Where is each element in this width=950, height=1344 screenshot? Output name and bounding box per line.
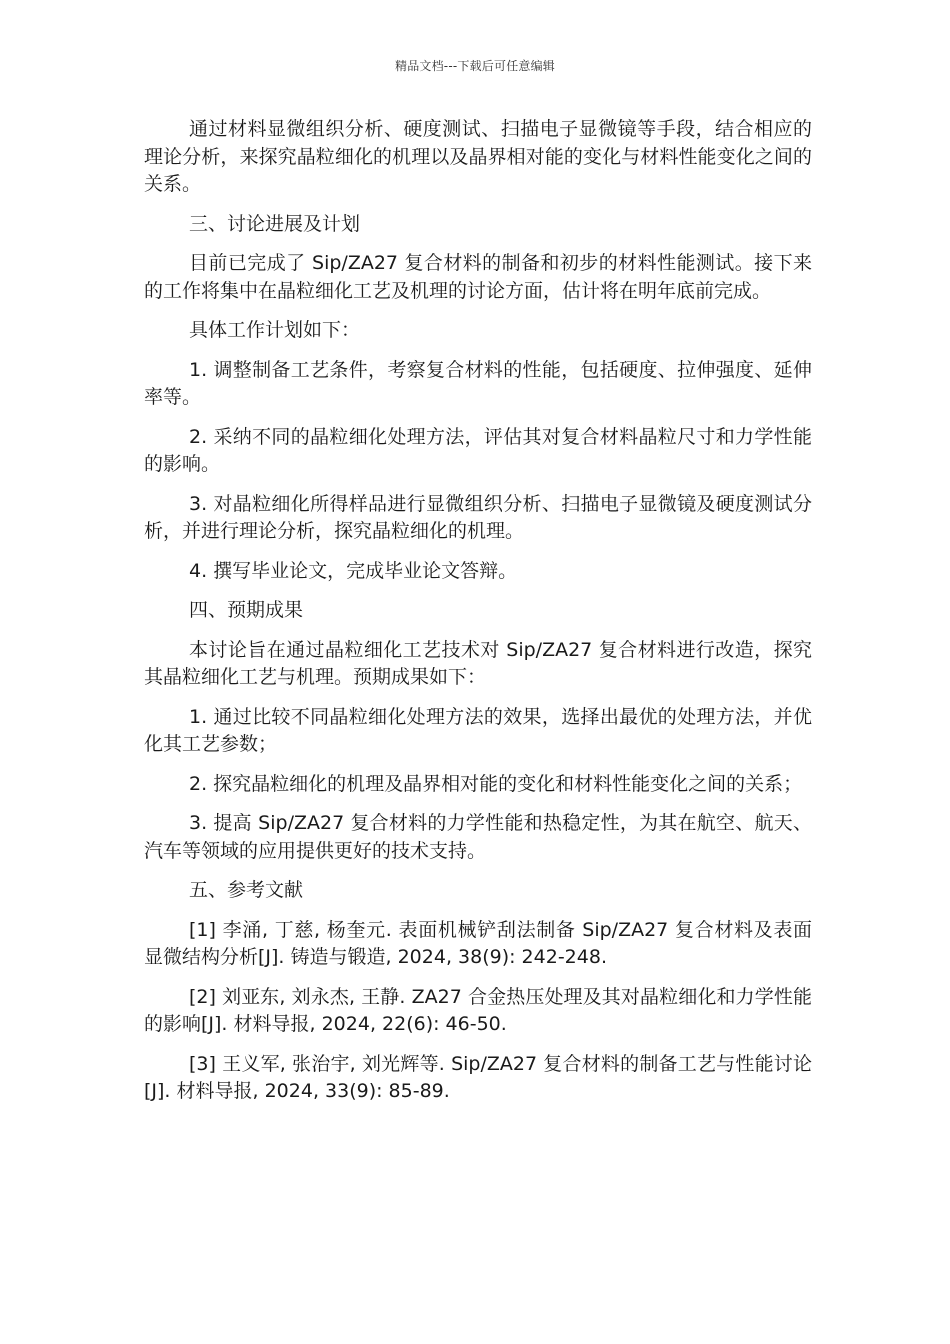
paragraph-research-methods: 通过材料显微组织分析、硬度测试、扫描电子显微镜等手段，结合相应的理论分析，来探究晶粒细化的机理以及晶界相对能的变化与材料性能变化之间的关系。 [144,118,812,195]
section-heading-expected-results: 四、预期成果 [189,599,304,621]
reference-2: [2] 刘亚东, 刘永杰, 王静. ZA27 合金热压处理及其对晶粒细化和力学性能的影响[J]. 材料导报, 2024, 22(6): 46-50. [144,985,812,1035]
plan-item-3: 3. 对晶粒细化所得样品进行显微组织分析、扫描电子显微镜及硬度测试分析，并进行理论分析，探究晶粒细化的机理。 [144,492,812,542]
reference-1: [1] 李涌, 丁慈, 杨奎元. 表面机械铲刮法制备 Sip/ZA27 复合材料及表面显微结构分析[J]. 铸造与锻造, 2024, 38(9): 242-248. [144,918,812,968]
plan-item-1: 1. 调整制备工艺条件，考察复合材料的性能，包括硬度、拉伸强度、延伸率等。 [144,358,812,408]
result-item-2: 2. 探究晶粒细化的机理及晶界相对能的变化和材料性能变化之间的关系； [189,772,803,795]
plan-item-2: 2. 采纳不同的晶粒细化处理方法，评估其对复合材料晶粒尺寸和力学性能的影响。 [144,425,812,475]
paragraph-progress: 目前已完成了 Sip/ZA27 复合材料的制备和初步的材料性能测试。接下来的工作将集中在晶粒细化工艺及机理的讨论方面，估计将在明年底前完成。 [144,252,812,302]
result-item-1: 1. 通过比较不同晶粒细化处理方法的效果，选择出最优的处理方法，并优化其工艺参数； [144,705,812,755]
paragraph-results-intro: 本讨论旨在通过晶粒细化工艺技术对 Sip/ZA27 复合材料进行改造，探究其晶粒细化工艺与机理。预期成果如下： [144,638,812,688]
section-heading-progress-plan: 三、讨论进展及计划 [189,212,361,235]
result-item-3: 3. 提高 Sip/ZA27 复合材料的力学性能和热稳定性，为其在航空、航天、汽车等领域的应用提供更好的技术支持。 [144,812,812,862]
paragraph-plan-intro: 具体工作计划如下： [189,319,361,341]
plan-item-4: 4. 撰写毕业论文，完成毕业论文答辩。 [189,559,518,582]
section-heading-references: 五、参考文献 [189,879,304,901]
page-header: 精品文档---下载后可任意编辑 [395,59,555,73]
document-body [144,116,812,1118]
reference-3: [3] 王义军, 张治宇, 刘光辉等. Sip/ZA27 复合材料的制备工艺与性能讨论[J]. 材料导报, 2024, 33(9): 85-89. [144,1052,812,1102]
